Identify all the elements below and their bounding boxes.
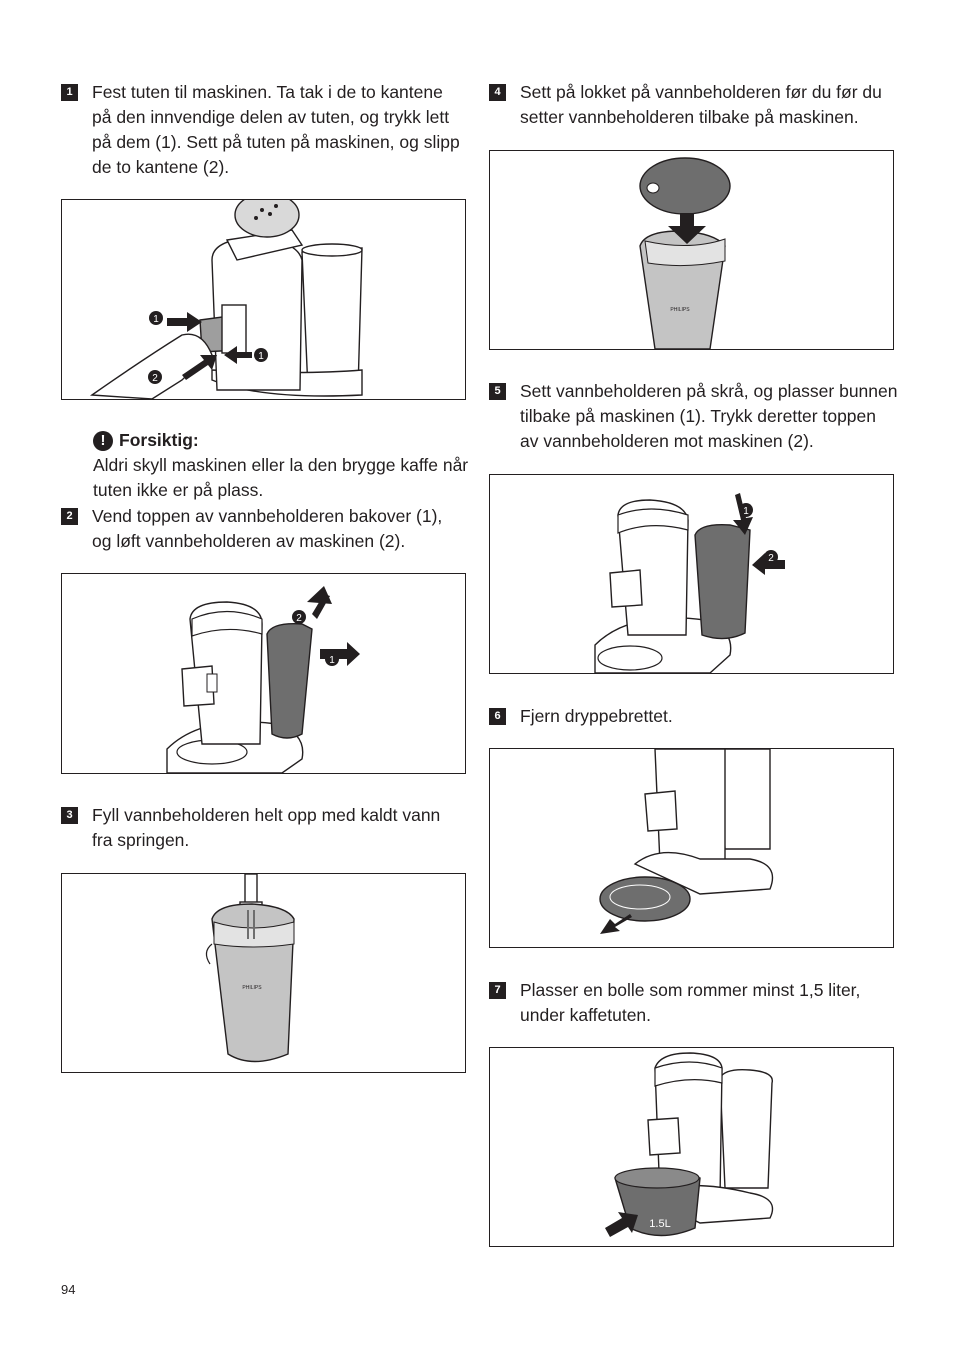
illustration-place-bowl <box>489 1047 894 1247</box>
callout-1: 1 <box>153 314 159 325</box>
step-number: 4 <box>489 84 506 101</box>
step-4 <box>489 80 899 130</box>
exclamation-icon: ! <box>93 431 113 451</box>
callout-1: 1 <box>329 655 335 666</box>
step-7 <box>489 978 899 1028</box>
illustration-replace-tank <box>489 474 894 674</box>
brand-label: PHILIPS <box>670 307 690 313</box>
step-number: 5 <box>489 383 506 400</box>
step-text: Fest tuten til maskinen. Ta tak i de to kantene på den innvendige delen av tuten, og trykk lett på dem (1). Sett på tuten på maskinen, og slipp de to kantene (2). <box>92 82 460 177</box>
step-text: Fjern dryppebrettet. <box>520 706 673 726</box>
step-number: 2 <box>61 508 78 525</box>
callout-2: 2 <box>152 373 158 384</box>
illustration-put-lid <box>489 150 894 350</box>
page-number: 94 <box>61 1282 76 1297</box>
step-text: Plasser en bolle som rommer minst 1,5 liter, under kaffetuten. <box>520 980 861 1025</box>
tank-lid-drawing <box>490 151 893 349</box>
step-1 <box>61 80 461 180</box>
step-6 <box>489 704 899 729</box>
step-number: 6 <box>489 708 506 725</box>
step-text: Sett på lokket på vannbeholderen før du før du setter vannbeholderen tilbake på maskinen. <box>520 82 882 127</box>
caution-note <box>93 428 473 503</box>
illustration-remove-tank <box>61 573 466 774</box>
bowl-under-spout-drawing <box>490 1048 893 1246</box>
drip-tray-drawing <box>490 749 893 947</box>
step-number: 1 <box>61 84 78 101</box>
callout-2: 2 <box>768 553 774 564</box>
step-number: 3 <box>61 807 78 824</box>
step-text: Fyll vannbeholderen helt opp med kaldt vann fra springen. <box>92 805 441 850</box>
brand-label: PHILIPS <box>242 985 262 991</box>
tank-filling-drawing <box>62 874 465 1072</box>
caution-text: Aldri skyll maskinen eller la den brygge kaffe når tuten ikke er på plass. <box>93 455 469 500</box>
step-text: Vend toppen av vannbeholderen bakover (1), og løft vannbeholderen av maskinen (2). <box>92 506 443 551</box>
caution-title: Forsiktig: <box>119 430 199 450</box>
step-5 <box>489 379 899 454</box>
bowl-capacity-label: 1.5L <box>649 1218 671 1230</box>
callout-2: 2 <box>296 613 302 624</box>
step-3 <box>61 803 461 853</box>
callout-1: 1 <box>258 351 264 362</box>
illustration-remove-drip-tray <box>489 748 894 948</box>
step-text: Sett vannbeholderen på skrå, og plasser bunnen tilbake på maskinen (1). Trykk deretter toppen av vannbeholderen mot maskinen (2). <box>520 381 898 451</box>
step-number: 7 <box>489 982 506 999</box>
machine-spout-drawing <box>62 200 465 399</box>
step-2 <box>61 504 461 554</box>
machine-replace-tank-drawing <box>490 475 893 673</box>
illustration-attach-spout <box>61 199 466 400</box>
callout-1: 1 <box>743 506 749 517</box>
illustration-fill-tank <box>61 873 466 1073</box>
machine-remove-tank-drawing <box>62 574 465 773</box>
